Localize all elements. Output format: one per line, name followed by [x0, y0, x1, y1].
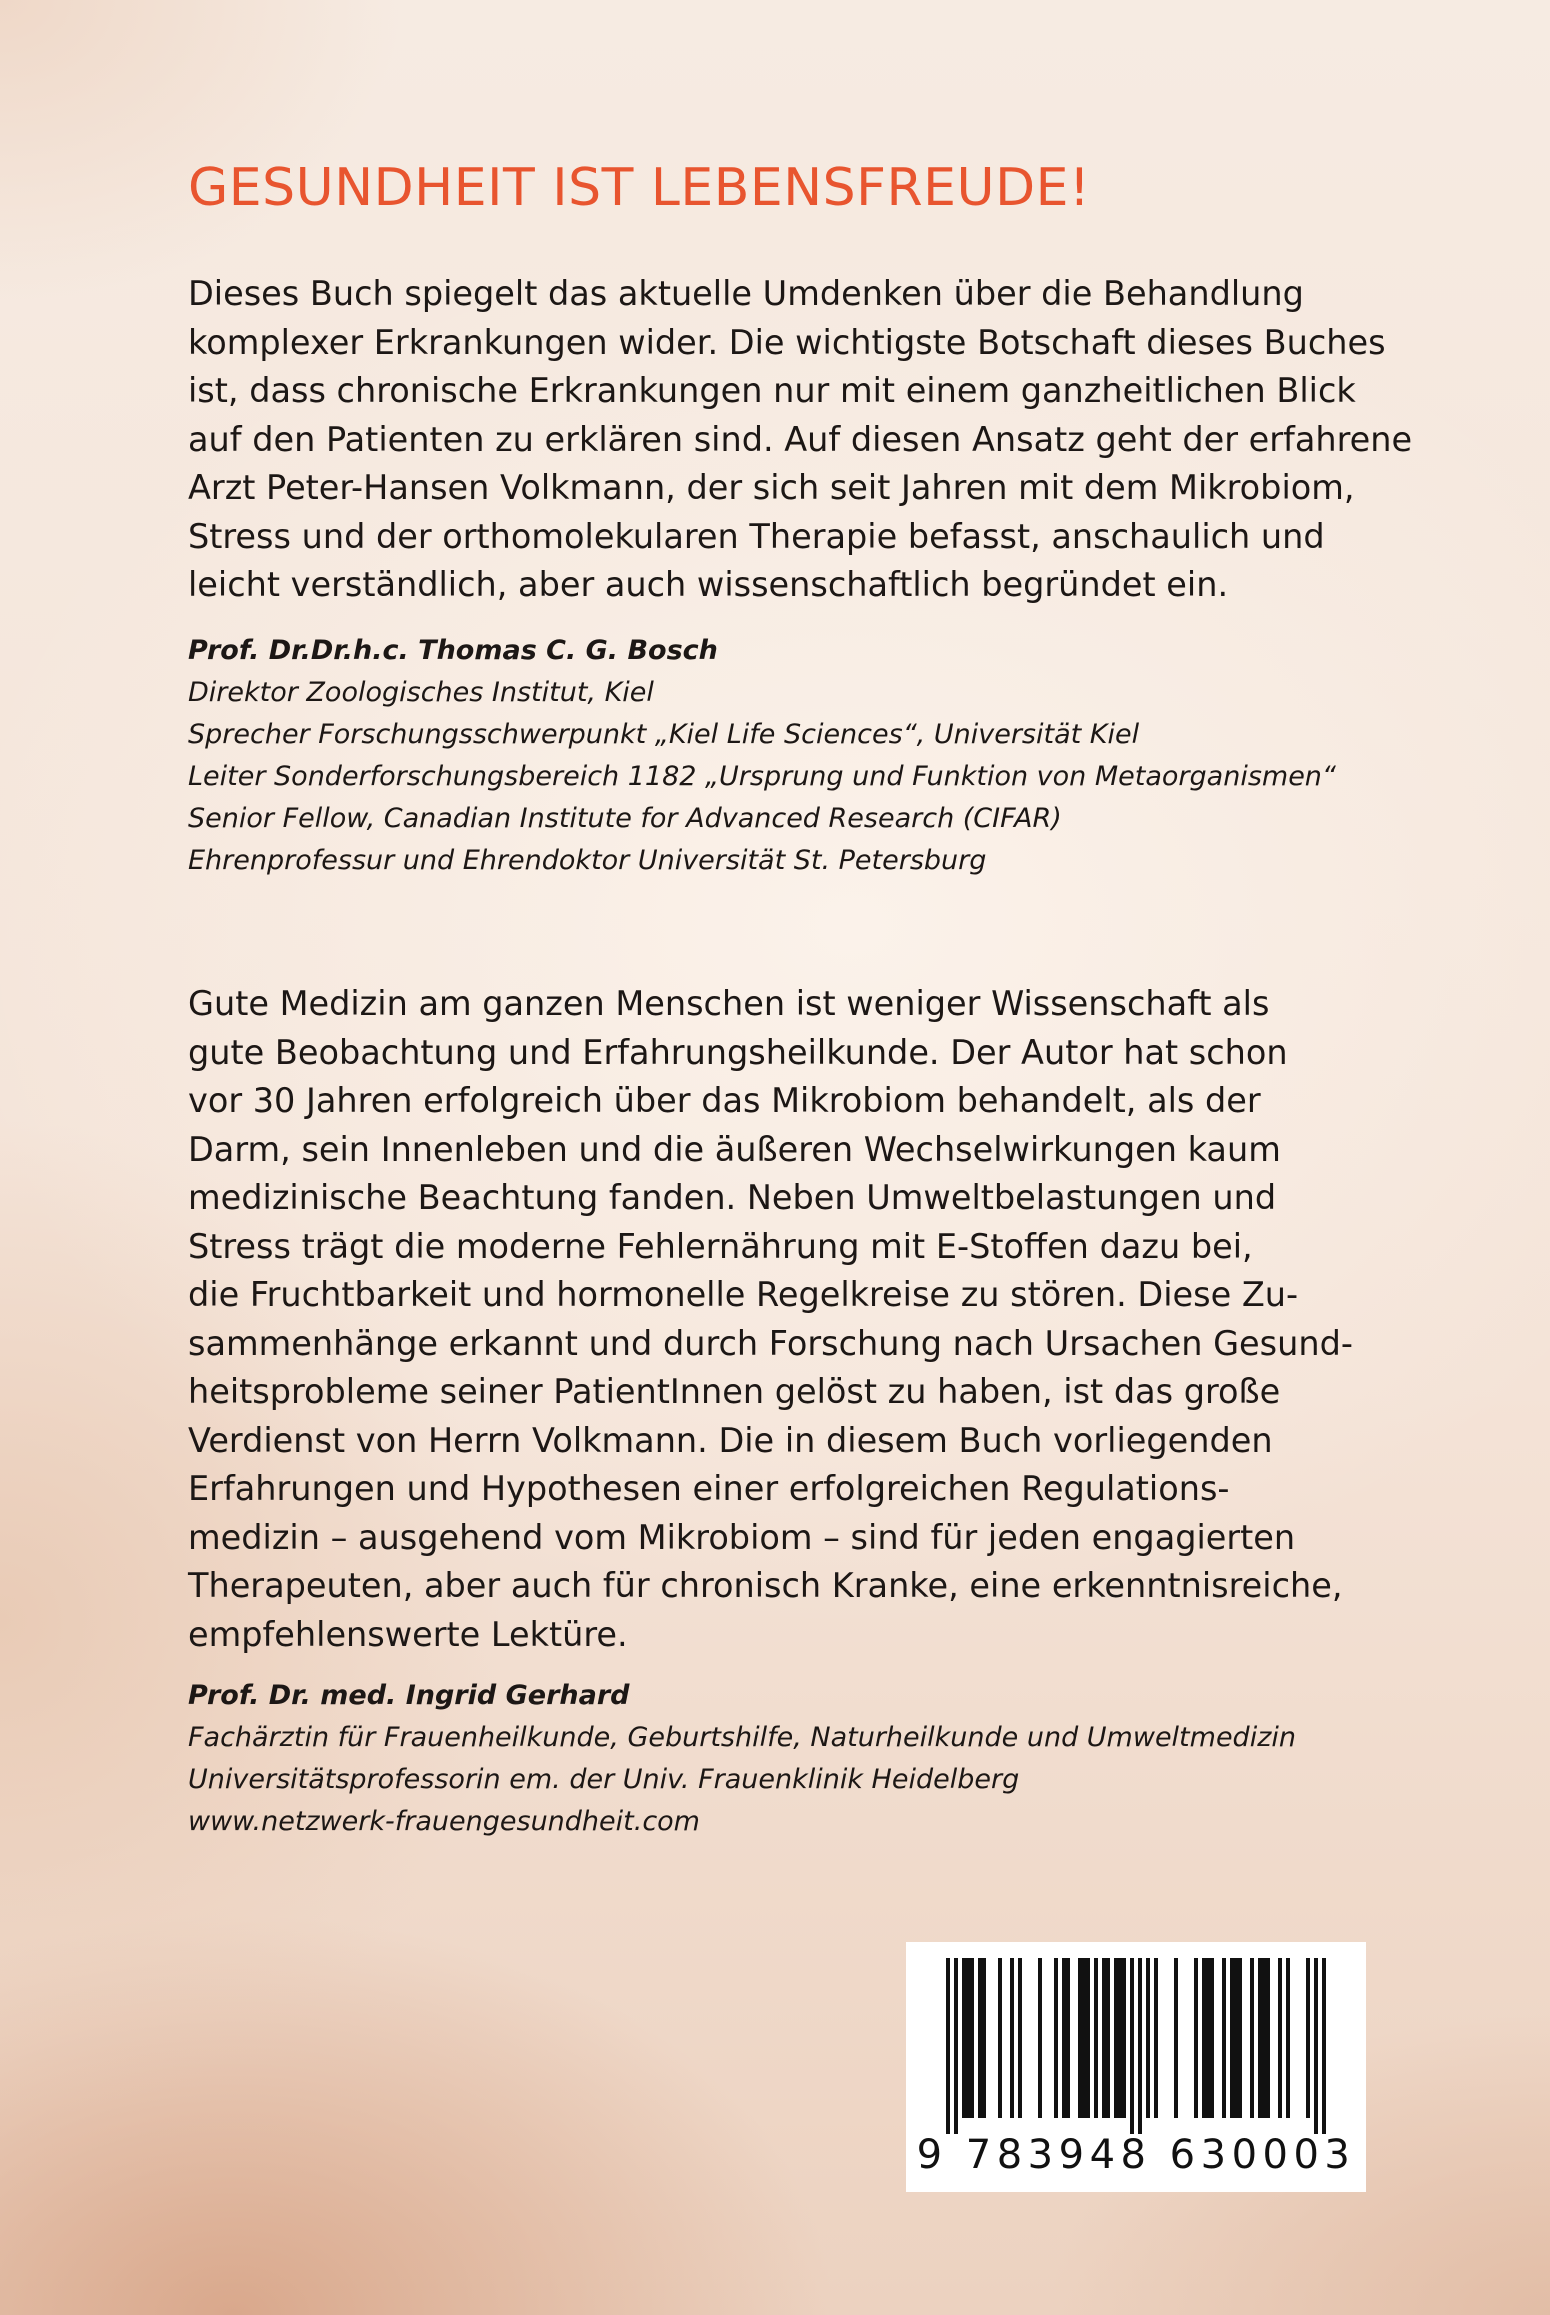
barcode-bar	[1138, 1958, 1142, 2134]
barcode-bar	[1094, 1958, 1098, 2118]
barcode-bar	[946, 1958, 950, 2134]
barcode-bar	[1010, 1958, 1014, 2118]
attribution-name: Prof. Dr. med. Ingrid Gerhard	[188, 1680, 630, 1711]
barcode-bar	[1194, 1958, 1198, 2118]
barcode-bar	[954, 1958, 958, 2134]
barcode-bar	[1102, 1958, 1110, 2118]
attribution-role: Leiter Sonderforschungsbereich 1182 „Ursprung und Funktion von Metaorganismen“	[188, 761, 1336, 792]
barcode-bar	[1306, 1958, 1310, 2118]
barcode-bar	[1114, 1958, 1126, 2118]
barcode-bar	[1278, 1958, 1282, 2118]
attribution-website: www.netzwerk-frauengesundheit.com	[188, 1806, 700, 1837]
paragraph-line: sammenhänge erkannt und durch Forschung nach Ursachen Gesund-	[188, 1323, 1353, 1363]
paragraph-line: Verdienst von Herrn Volkmann. Die in diesem Buch vorliegenden	[188, 1420, 1273, 1460]
paragraph-line: Stress trägt die moderne Fehlernährung mit E-Stoffen dazu bei,	[188, 1226, 1253, 1266]
attribution-name: Prof. Dr.Dr.h.c. Thomas C. G. Bosch	[188, 635, 718, 666]
barcode-bar	[1314, 1958, 1318, 2134]
barcode-bar	[998, 1958, 1002, 2118]
barcode-bar	[1258, 1958, 1270, 2118]
barcode-bar	[1322, 1958, 1326, 2134]
paragraph-line: komplexer Erkrankungen wider. Die wichtigste Botschaft dieses Buches	[188, 322, 1386, 362]
attribution-role: Universitätsprofessorin em. der Univ. Frauenklinik Heidelberg	[188, 1764, 1020, 1795]
attribution-role: Direktor Zoologisches Institut, Kiel	[188, 677, 654, 708]
attribution-role: Ehrenprofessur und Ehrendoktor Universität St. Petersburg	[188, 845, 987, 876]
paragraph-line: medizin – ausgehend vom Mikrobiom – sind für jeden engagierten	[188, 1517, 1296, 1557]
paragraph-line: medizinische Beachtung fanden. Neben Umweltbelastungen und	[188, 1178, 1277, 1217]
barcode-bar	[962, 1958, 974, 2118]
barcode-bar	[1154, 1958, 1158, 2118]
paragraph-line: Dieses Buch spiegelt das aktuelle Umdenken über die Behandlung	[188, 274, 1304, 313]
barcode-bar	[1174, 1958, 1178, 2118]
paragraph-line: heitsprobleme seiner PatientInnen gelöst zu haben, ist das große	[188, 1372, 1281, 1411]
attribution-role: Sprecher Forschungsschwerpunkt „Kiel Life Sciences“, Universität Kiel	[188, 719, 1140, 750]
paragraph-line: die Fruchtbarkeit und hormonelle Regelkreise zu stören. Diese Zu-	[188, 1275, 1299, 1314]
barcode-bar	[1054, 1958, 1058, 2118]
paragraph-line: Arzt Peter-Hansen Volkmann, der sich seit Jahren mit dem Mikrobiom,	[188, 468, 1355, 507]
attribution-bosch	[188, 630, 1336, 882]
barcode-bar	[1078, 1958, 1090, 2118]
headline: GESUNDHEIT IST LEBENSFREUDE!	[188, 158, 1091, 218]
barcode-bar	[1062, 1958, 1070, 2118]
paragraph-line: Darm, sein Innenleben und die äußeren Wechselwirkungen kaum	[188, 1129, 1281, 1169]
isbn-digits: 9 783948 630003	[916, 2132, 1356, 2178]
paragraph-line: auf den Patienten zu erklären sind. Auf diesen Ansatz geht der erfahrene	[188, 419, 1413, 459]
attribution-role: Fachärztin für Frauenheilkunde, Geburtshilfe, Naturheilkunde und Umweltmedizin	[188, 1722, 1296, 1753]
attribution-gerhard	[188, 1675, 1296, 1843]
paragraph-line: leicht verständlich, aber auch wissenschaftlich begründet ein.	[188, 565, 1229, 604]
barcode-bar	[1130, 1958, 1134, 2134]
isbn-barcode	[906, 1942, 1366, 2192]
paragraph-1	[188, 270, 1412, 610]
paragraph-line: Stress und der orthomolekularen Therapie befasst, anschaulich und	[188, 516, 1325, 556]
paragraph-line: Erfahrungen und Hypothesen einer erfolgreichen Regulations-	[188, 1469, 1230, 1508]
attribution-role: Senior Fellow, Canadian Institute for Advanced Research (CIFAR)	[188, 803, 1062, 834]
barcode-bar	[1202, 1958, 1214, 2118]
barcode-bar	[1038, 1958, 1042, 2118]
paragraph-line: vor 30 Jahren erfolgreich über das Mikrobiom behandelt, als der	[188, 1081, 1261, 1120]
barcode-bar	[1146, 1958, 1150, 2118]
barcode-bar	[978, 1958, 986, 2118]
paragraph-line: Therapeuten, aber auch für chronisch Kranke, eine erkenntnisreiche,	[188, 1566, 1343, 1605]
barcode-bar	[1286, 1958, 1290, 2118]
barcode-bar	[1018, 1958, 1022, 2118]
paragraph-line: ist, dass chronische Erkrankungen nur mit einem ganzheitlichen Blick	[188, 371, 1356, 410]
barcode-bar	[1250, 1958, 1254, 2118]
paragraph-2	[188, 980, 1353, 1659]
paragraph-line: Gute Medizin am ganzen Menschen ist weniger Wissenschaft als	[188, 984, 1270, 1023]
barcode-bar	[1230, 1958, 1242, 2118]
barcode-bar	[1222, 1958, 1226, 2118]
paragraph-line: gute Beobachtung und Erfahrungsheilkunde. Der Autor hat schon	[188, 1032, 1288, 1072]
paragraph-line: empfehlenswerte Lektüre.	[188, 1614, 628, 1654]
